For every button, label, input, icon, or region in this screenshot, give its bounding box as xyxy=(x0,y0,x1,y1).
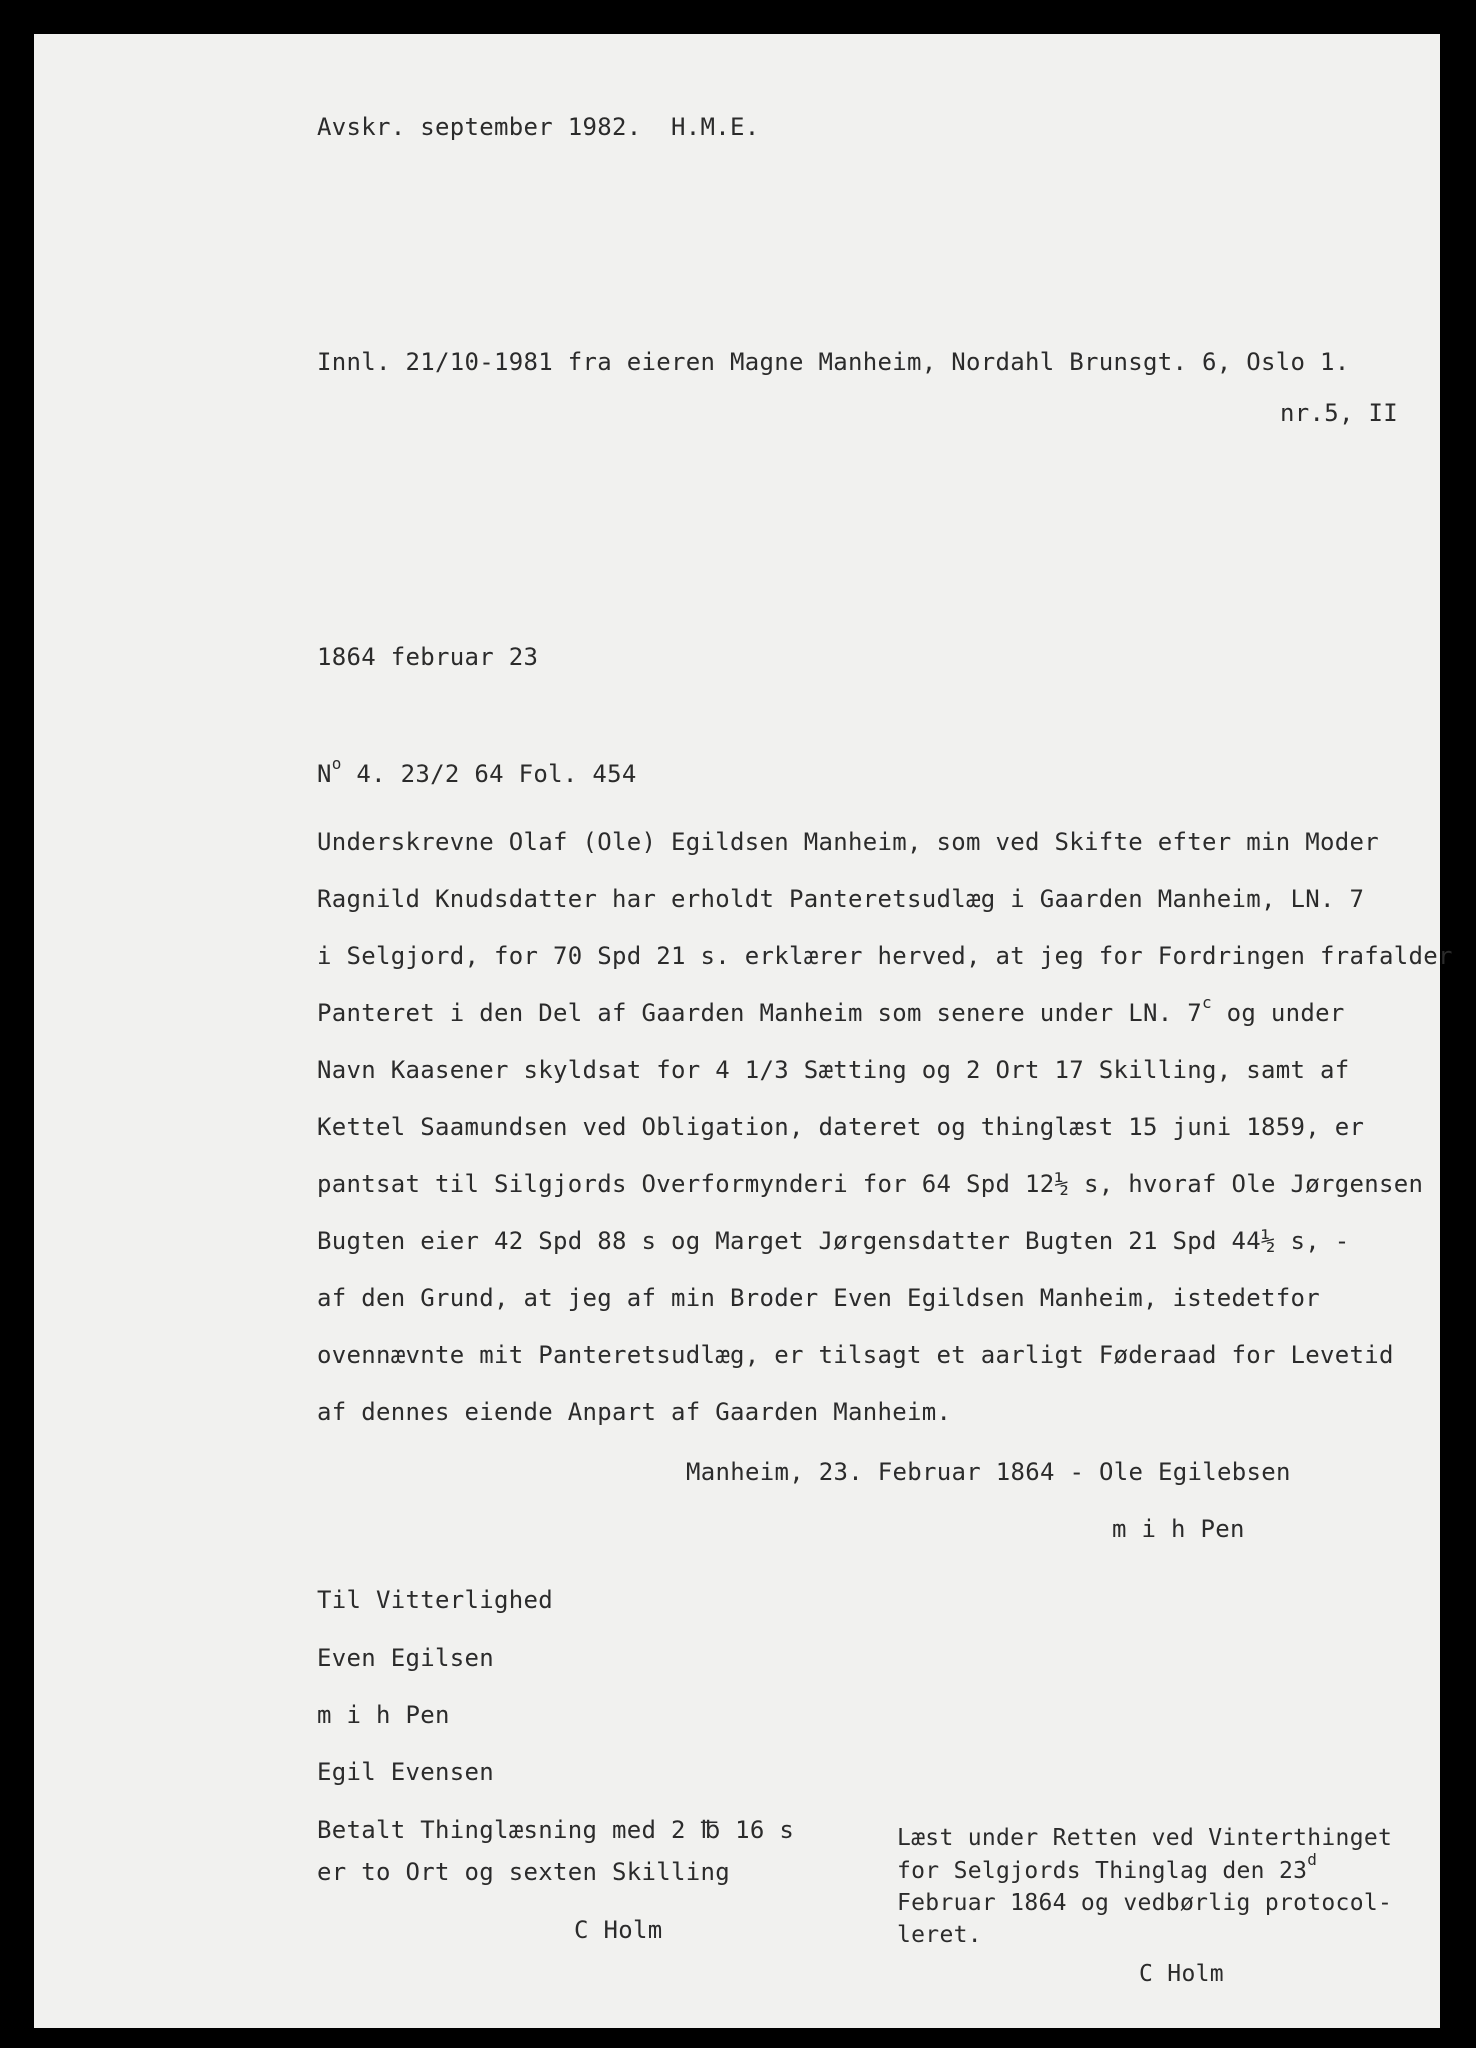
court-note-line-2: for Selgjords Thinglag den 23$^d$ xyxy=(897,1850,1318,1884)
court-note-line-3: Februar 1864 og vedbørlig protocol- xyxy=(897,1890,1393,1916)
body-line-2: Ragnild Knudsdatter har erholdt Panteretsudlæg i Gaarden Manheim, LN. 7 xyxy=(317,885,1365,913)
fee-signature: C Holm xyxy=(574,1916,663,1944)
body-line-7: pantsat til Silgjords Overformynderi for 64 Spd 12½ s, hvoraf Ole Jørgensen xyxy=(317,1170,1424,1198)
body-line-3: i Selgjord, for 70 Spd 21 s. erklærer herved, at jeg for Fordringen frafalder xyxy=(317,942,1453,970)
place-date-signature: Manheim, 23. Februar 1864 - Ole Egilebsen xyxy=(686,1458,1291,1486)
body-line-4: Panteret i den Del af Gaarden Manheim som senere under LN. 7$^c$ og under xyxy=(317,993,1345,1027)
body-line-11: af dennes eiende Anpart af Gaarden Manheim. xyxy=(317,1398,952,1426)
received-note: Innl. 21/10-1981 fra eieren Magne Manheim, Nordahl Brunsgt. 6, Oslo 1. xyxy=(317,348,1350,376)
document-page xyxy=(34,34,1453,2028)
body-line-6: Kettel Saamundsen ved Obligation, dateret og thinglæst 15 juni 1859, er xyxy=(317,1113,1365,1141)
body-line-10: ovennævnte mit Panteretsudlæg, er tilsagt et aarligt Føderaad for Levetid xyxy=(317,1341,1394,1369)
document-number: $N^o$ 4. 23/2 64 Fol. 454 xyxy=(317,754,637,788)
body-line-1: Underskrevne Olaf (Ole) Egildsen Manheim, som ved Skifte efter min Moder xyxy=(317,828,1379,856)
court-signature: C Holm xyxy=(1139,1961,1224,1987)
reference-number: nr.5, II xyxy=(1280,399,1398,427)
witness-1: Even Egilsen xyxy=(317,1644,494,1672)
body-line-5: Navn Kaasener skyldsat for 4 1/3 Sætting og 2 Ort 17 Skilling, samt af xyxy=(317,1056,1350,1084)
body-line-9: af den Grund, at jeg af min Broder Even Egildsen Manheim, istedetfor xyxy=(317,1284,1320,1312)
document-date: 1864 februar 23 xyxy=(317,643,539,671)
witness-pen-note: m i h Pen xyxy=(317,1701,450,1729)
fee-line-1: Betalt Thinglæsning med 2 ℔ 16 s xyxy=(317,1816,795,1844)
witness-heading: Til Vitterlighed xyxy=(317,1586,553,1614)
pen-note: m i h Pen xyxy=(1112,1515,1245,1543)
court-note-line-4: leret. xyxy=(897,1922,982,1948)
court-note-line-1: Læst under Retten ved Vinterthinget xyxy=(897,1825,1393,1851)
witness-2: Egil Evensen xyxy=(317,1758,494,1786)
body-line-8: Bugten eier 42 Spd 88 s og Marget Jørgensdatter Bugten 21 Spd 44½ s, - xyxy=(317,1227,1350,1255)
fee-line-2: er to Ort og sexten Skilling xyxy=(317,1858,730,1886)
transcription-note: Avskr. september 1982. H.M.E. xyxy=(317,113,760,141)
